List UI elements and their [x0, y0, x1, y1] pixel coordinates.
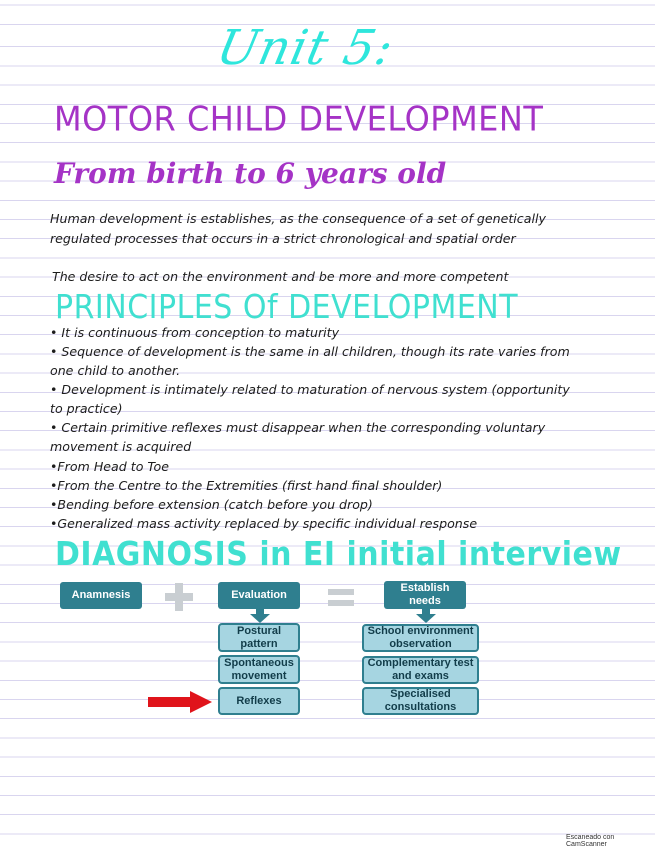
principle-line: to practice)	[50, 401, 123, 416]
reflexes-box: Reflexes	[218, 687, 300, 715]
principle-line: one child to another.	[50, 363, 181, 378]
principle-line: movement is acquired	[50, 439, 192, 454]
principle-line: •From Head to Toe	[50, 459, 169, 474]
principle-line: • It is continuous from conception to maturity	[50, 325, 340, 340]
arrow-down-icon	[416, 609, 436, 623]
equals-icon	[328, 589, 354, 595]
red-arrow-icon	[148, 691, 212, 713]
diagnosis-heading: DIAGNOSIS in EI initial interview	[55, 535, 622, 574]
intro-line-1: Human development is establishes, as the consequence of a set of genetically	[50, 211, 546, 226]
postural-pattern-box: Postural pattern	[218, 623, 300, 652]
principle-line: • Development is intimately related to maturation of nervous system (opportunity	[50, 382, 570, 397]
specialised-consultations-box: Specialised consultations	[362, 687, 479, 715]
evaluation-box: Evaluation	[218, 582, 300, 609]
school-observation-box: School environment observation	[362, 624, 479, 652]
principle-line: • Sequence of development is the same in all children, though its rate varies from	[50, 344, 570, 359]
principle-line: •Bending before extension (catch before you drop)	[50, 497, 373, 512]
principles-heading: PRINCIPLES Of DEVELOPMENT	[55, 288, 519, 327]
unit-title: Unit 5:	[212, 20, 399, 76]
principle-line: •From the Centre to the Extremities (first hand final shoulder)	[50, 478, 443, 493]
spontaneous-movement-box: Spontaneous movement	[218, 655, 300, 684]
intro-line-2: regulated processes that occurs in a strict chronological and spatial order	[50, 231, 516, 246]
anamnesis-box: Anamnesis	[60, 582, 142, 609]
intro-line-3: The desire to act on the environment and be more and more competent	[52, 269, 509, 284]
principle-line: •Generalized mass activity replaced by specific individual response	[50, 516, 478, 531]
scanner-watermark: Escaneado con CamScanner	[566, 834, 615, 848]
subtitle: From birth to 6 years old	[54, 157, 447, 190]
principle-line: • Certain primitive reflexes must disappear when the corresponding voluntary	[50, 420, 546, 435]
equals-icon-lower	[328, 600, 354, 606]
plus-icon-vertical	[175, 583, 183, 611]
main-title: MOTOR CHILD DEVELOPMENT	[54, 99, 544, 139]
arrow-down-icon	[250, 609, 270, 623]
complementary-tests-box: Complementary test and exams	[362, 656, 479, 684]
establish-needs-box: Establish needs	[384, 581, 466, 609]
